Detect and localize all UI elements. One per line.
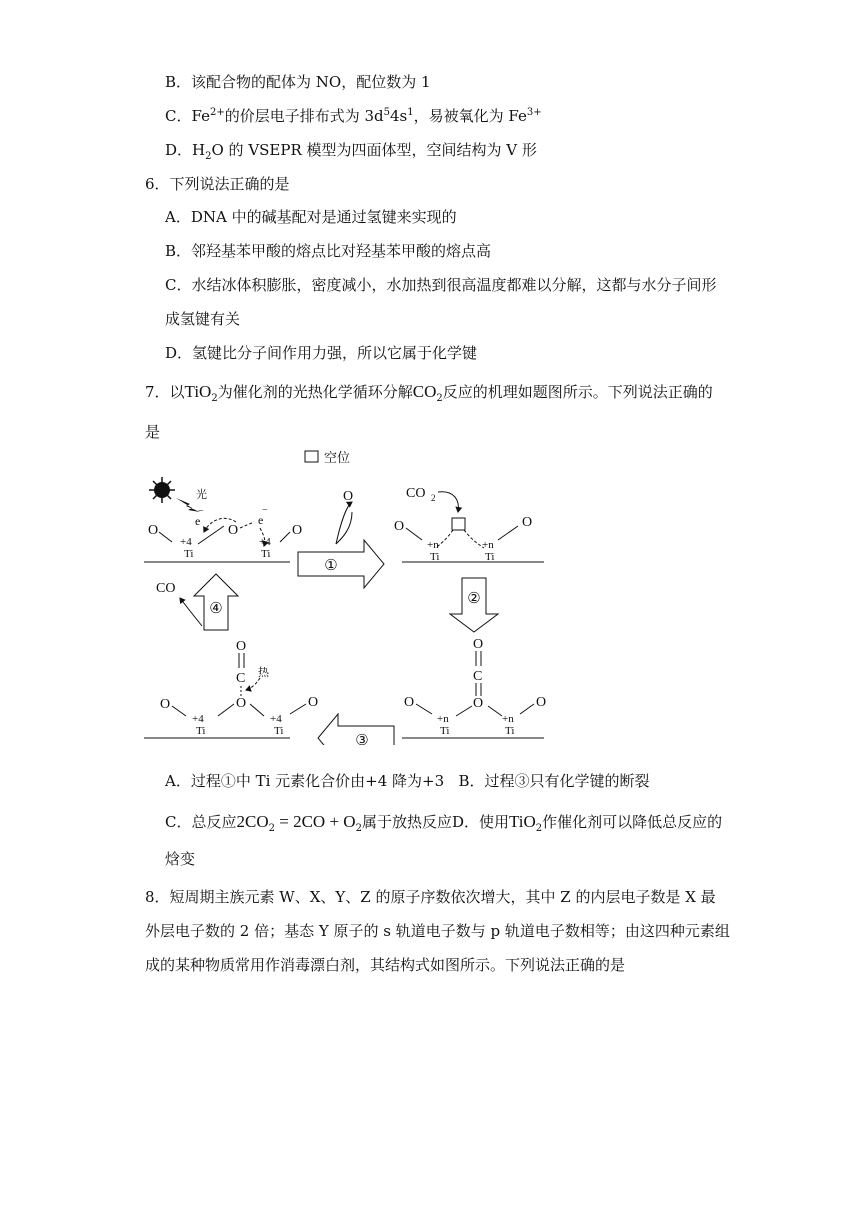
svg-text:e: e — [195, 514, 201, 528]
svg-text:e: e — [258, 513, 264, 527]
panel-top-right — [394, 486, 544, 563]
q7-stem-line2: 是 — [145, 423, 161, 441]
q6-option-a: A．DNA 中的碱基配对是通过氢键来实现的 — [165, 208, 457, 226]
q5-option-b: B．该配合物的配体为 NO，配位数为 1 — [165, 73, 431, 91]
svg-text:+4: +4 — [192, 713, 204, 725]
svg-text:2: 2 — [431, 493, 436, 503]
step-3-arrow — [318, 714, 394, 745]
vacancy-legend-label: 空位 — [324, 450, 351, 465]
svg-text:Ti: Ti — [196, 725, 206, 737]
svg-text:①: ① — [324, 558, 338, 574]
svg-text:O: O — [522, 515, 533, 530]
svg-text:③: ③ — [355, 733, 369, 745]
svg-text:C: C — [236, 671, 246, 686]
svg-text:O: O — [236, 639, 247, 654]
svg-text:O: O — [160, 697, 171, 712]
svg-text:CO: CO — [406, 486, 426, 501]
svg-text:O: O — [236, 696, 247, 711]
q7-option-d-line2: 焓变 — [165, 850, 196, 868]
q6-option-b: B．邻羟基苯甲酸的熔点比对羟基苯甲酸的熔点高 — [165, 242, 492, 260]
q6-option-c-line1: C．水结冰体积膨胀，密度减小，水加热到很高温度都难以分解，这都与水分子间形 — [165, 276, 717, 294]
panel-top-left — [144, 477, 302, 562]
svg-text:+4: +4 — [270, 713, 282, 725]
q7-option-a-b: A．过程①中 Ti 元素化合价由+4 降为+3 B．过程③只有化学键的断裂 — [165, 772, 650, 790]
svg-text:O: O — [228, 523, 239, 538]
svg-text:O: O — [404, 695, 415, 710]
q5-option-c: C．$Fe^{2+}$的价层电子排布式为 $3d^54s^1$，易被氧化为 $Fe^{3+}$ — [165, 107, 542, 125]
svg-text:−: − — [198, 506, 204, 517]
svg-text:−: − — [262, 505, 268, 516]
svg-text:Ti: Ti — [430, 551, 440, 563]
svg-text:④: ④ — [209, 601, 223, 617]
svg-text:O: O — [148, 523, 159, 538]
svg-text:O: O — [473, 637, 484, 652]
q5-option-d: D．$H_2O$ 的 VSEPR 模型为四面体型，空间结构为 V 形 — [165, 141, 537, 162]
q6-option-d: D．氢键比分子间作用力强，所以它属于化学键 — [165, 344, 478, 362]
svg-text:+n: +n — [482, 539, 494, 551]
svg-text:热: 热 — [258, 667, 269, 679]
svg-text:O: O — [308, 695, 319, 710]
svg-text:Ti: Ti — [485, 551, 495, 563]
q7-option-c-d: C．总反应$2CO_2 = 2CO + O_2$属于放热反应D．使用TiO$_2$作催化剂可以降低总反应的 — [165, 812, 723, 834]
sun-icon — [149, 477, 175, 503]
svg-text:O: O — [292, 523, 303, 538]
q7-stem-line1: 7．以TiO$_2$为催化剂的光热化学循环分解$CO_2$反应的机理如题图所示。下列说法正确的 — [145, 382, 713, 404]
panel-bottom-left — [144, 639, 318, 738]
svg-text:O: O — [394, 519, 405, 534]
vacancy-legend-box — [305, 451, 318, 462]
svg-text:+4: +4 — [259, 536, 271, 548]
svg-text:Ti: Ti — [440, 725, 450, 737]
svg-text:O: O — [473, 696, 484, 711]
svg-text:Ti: Ti — [274, 725, 284, 737]
svg-text:+n: +n — [437, 713, 449, 725]
q6-stem: 6．下列说法正确的是 — [145, 175, 290, 193]
q8-line1: 8．短周期主族元素 W、X、Y、Z 的原子序数依次增大，其中 Z 的内层电子数是 X 最 — [145, 888, 716, 906]
svg-text:光: 光 — [196, 489, 207, 501]
q8-line2: 外层电子数的 2 倍；基态 Y 原子的 s 轨道电子数与 p 轨道电子数相等；由这四种元素组 — [145, 922, 730, 940]
q6-option-c-line2: 成氢键有关 — [165, 310, 241, 328]
svg-text:C: C — [473, 669, 483, 684]
q8-line3: 成的某种物质常用作消毒漂白剂，其结构式如图所示。下列说法正确的是 — [145, 956, 626, 974]
step-4-arrow — [156, 574, 238, 630]
svg-text:Ti: Ti — [261, 548, 271, 560]
step-2-arrow — [450, 578, 498, 632]
panel-bottom-right — [402, 637, 546, 738]
svg-text:O: O — [343, 489, 354, 504]
svg-text:+n: +n — [427, 539, 439, 551]
step-1-arrow — [298, 489, 384, 588]
svg-text:CO: CO — [156, 581, 176, 596]
svg-text:+n: +n — [502, 713, 514, 725]
svg-text:Ti: Ti — [184, 548, 194, 560]
mechanism-diagram — [140, 440, 560, 745]
svg-text:Ti: Ti — [505, 725, 515, 737]
svg-text:②: ② — [467, 591, 481, 607]
svg-text:O: O — [536, 695, 547, 710]
svg-text:+4: +4 — [180, 536, 192, 548]
